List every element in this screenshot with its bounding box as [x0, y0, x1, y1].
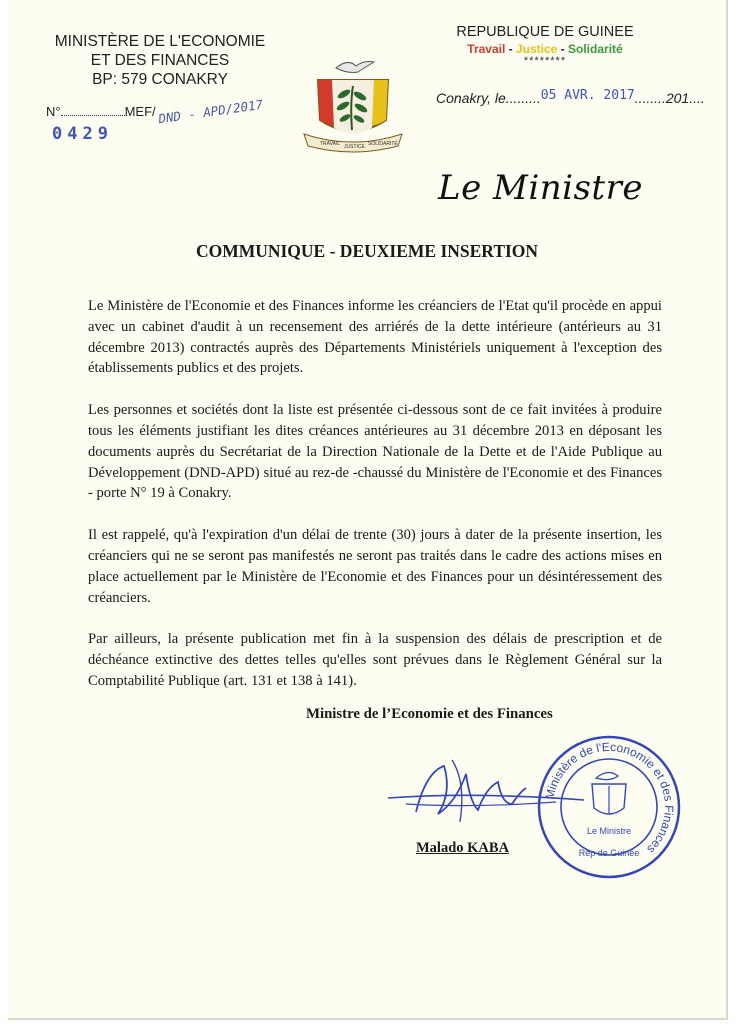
ministry-header	[40, 32, 280, 89]
reference-line	[46, 96, 264, 127]
official-seal-icon	[536, 734, 682, 880]
svg-text:Rép de Guinée: Rép de Guinée	[578, 848, 640, 858]
motto-sep-1: -	[505, 42, 516, 56]
motto-solidarite: Solidarité	[568, 42, 623, 56]
national-motto	[430, 42, 660, 56]
motto-sep-2: -	[557, 42, 569, 56]
ministry-name-line1: MINISTÈRE DE L'ECONOMIE	[54, 33, 266, 50]
motto-justice: Justice	[515, 42, 558, 56]
svg-text:SOLIDARITÉ: SOLIDARITÉ	[368, 141, 398, 147]
svg-text:TRAVAIL: TRAVAIL	[320, 141, 341, 147]
document-page	[8, 0, 728, 1020]
reference-handwritten: DND - APD/2017	[157, 96, 264, 127]
guinea-coat-of-arms-icon	[298, 54, 408, 154]
motto-stars: ********	[523, 55, 567, 67]
signatory-title: Ministre de l’Economie et des Finances	[306, 706, 553, 722]
reference-mid: MEF/	[124, 104, 156, 119]
republic-header	[430, 24, 660, 66]
motto-travail: Travail	[467, 42, 506, 56]
paragraph: Les personnes et sociétés dont la liste est présentée ci-dessous sont de ce fait invitées à produire tous les éléments justifiant les dites créances antérieures au 31 décembre 2013 en déposant les documents auprès du Secrétariat de la Direction Nationale de la Dette et de l'Aide Publique au Développement (DND-APD) situé au rez-de -chaussé du Ministère de l'Economie et des Finances - porte N° 19 à Conakry.	[88, 402, 662, 502]
paragraph: Il est rappelé, qu'à l'expiration d'un délai de trente (30) jours à dater de la présente insertion, les créanciers qui ne se seront pas manifestés ne seront pas traités dans le cadre des actions mises en place actuellement par le Ministère de l'Economie et des Finances pour un désintéressement des créanciers.	[88, 527, 662, 606]
date-line: Conakry, le.........05 AVR. 2017........201....	[436, 88, 705, 106]
svg-text:Ministère de l'Economie et des: Ministère de l'Economie et des Finances	[542, 739, 677, 857]
reference-blank	[61, 115, 125, 116]
paragraph: Le Ministère de l'Economie et des Finances informe les créanciers de l'Etat qu'il procède en appui avec un cabinet d'audit à un recensement des arriérés de la dette intérieure (antérieurs au 31 décembre 2013) contractés auprès des Départements Ministériels uniquement à l'exception des établissements publics et des projets.	[88, 298, 662, 377]
ministry-address: BP: 579 CONAKRY	[92, 71, 228, 88]
date-suffix: 201	[665, 90, 690, 106]
communique-body	[88, 296, 662, 713]
minister-title: Le Ministre	[438, 168, 643, 208]
communique-heading: COMMUNIQUE - DEUXIEME INSERTION	[195, 241, 539, 261]
ministry-name-line2: ET DES FINANCES	[90, 52, 230, 69]
reference-number-stamp: 0429	[52, 124, 113, 144]
svg-text:JUSTICE: JUSTICE	[344, 144, 365, 150]
republic-name: REPUBLIQUE DE GUINEE	[456, 24, 634, 40]
signatory-name: Malado KABA	[416, 840, 510, 856]
date-handwritten: 05 AVR. 2017	[540, 88, 635, 103]
reference-prefix: N°	[46, 104, 61, 119]
date-prefix: Conakry, le	[436, 90, 506, 106]
svg-text:Le Ministre: Le Ministre	[586, 826, 632, 836]
paragraph: Par ailleurs, la présente publication met fin à la suspension des délais de prescription et de déchéance extinctive des dettes telles qu'elles sont prévues dans le Règlement Général sur la Comptabilité Publique (art. 131 et 138 à 141).	[88, 631, 662, 689]
